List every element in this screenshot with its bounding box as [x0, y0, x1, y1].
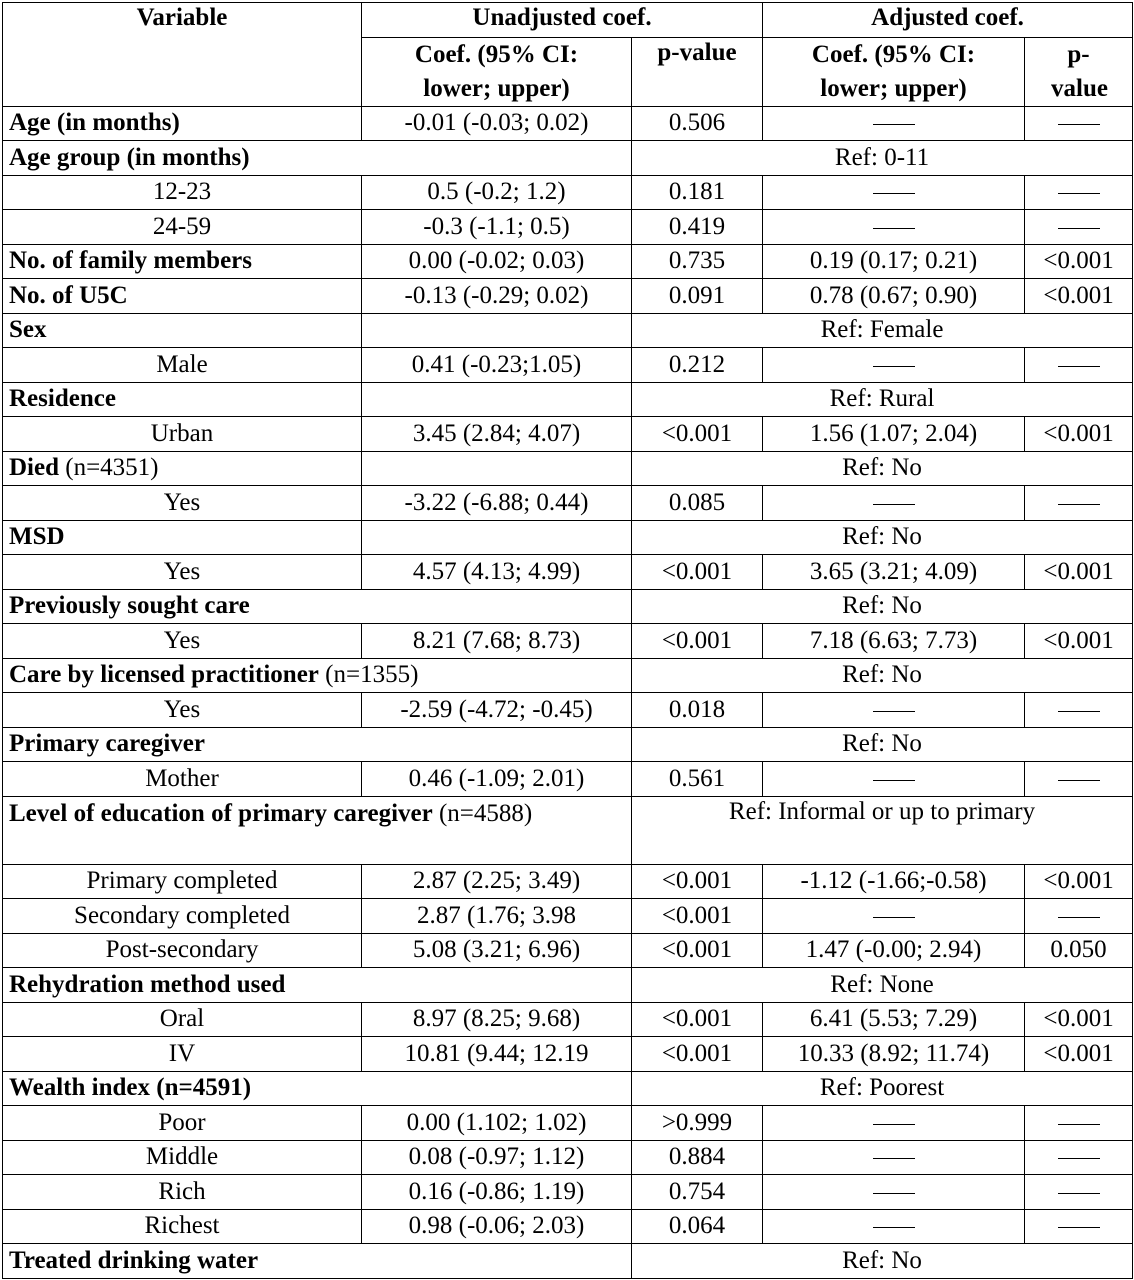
header-coef-ci-unadjusted: Coef. (95% CI: lower; upper) [362, 37, 632, 106]
category-label: Post-secondary [3, 933, 362, 968]
reference-category: Ref: Poorest [632, 1071, 1133, 1106]
category-label: Male [3, 348, 362, 383]
adjusted-coef: 1.56 (1.07; 2.04) [763, 417, 1025, 452]
adjusted-p-value: <0.001 [1025, 417, 1133, 452]
adjusted-p-value [1025, 175, 1133, 210]
adjusted-p-value: <0.001 [1025, 279, 1133, 314]
reference-category: Ref: No [632, 727, 1133, 762]
table-row [3, 244, 1133, 279]
adjusted-coef [763, 1175, 1025, 1210]
table-row [3, 1002, 1133, 1037]
unadjusted-p-value: 0.884 [632, 1140, 763, 1175]
adjusted-coef: 0.19 (0.17; 0.21) [763, 244, 1025, 279]
adjusted-coef [763, 693, 1025, 728]
not-applicable-dash [1058, 228, 1100, 229]
unadjusted-p-value: 0.419 [632, 210, 763, 245]
table-row [3, 1175, 1133, 1210]
category-label: 24-59 [3, 210, 362, 245]
table-row [3, 933, 1133, 968]
adjusted-p-value: 0.050 [1025, 933, 1133, 968]
adjusted-p-value [1025, 1106, 1133, 1141]
unadjusted-p-value: <0.001 [632, 1002, 763, 1037]
variable-name: Rehydration method used [9, 970, 286, 998]
table-row [3, 693, 1133, 728]
not-applicable-dash [1058, 1227, 1100, 1228]
category-label: Richest [3, 1209, 362, 1244]
variable-name-cell [3, 727, 632, 762]
unadjusted-p-value: 0.212 [632, 348, 763, 383]
table-row [3, 106, 1133, 141]
not-applicable-dash [873, 228, 915, 229]
reference-category: Ref: None [632, 968, 1133, 1003]
not-applicable-dash [1058, 780, 1100, 781]
variable-name: Care by licensed practitioner [9, 661, 319, 689]
header-row-1 [3, 3, 1133, 38]
adjusted-p-value: <0.001 [1025, 555, 1133, 590]
table-row [3, 486, 1133, 521]
category-label: Yes [3, 693, 362, 728]
table-row [3, 141, 1133, 176]
not-applicable-dash [873, 193, 915, 194]
adjusted-p-value: <0.001 [1025, 1037, 1133, 1072]
table-row [3, 1244, 1133, 1279]
variable-name: Died [9, 454, 59, 482]
reference-category: Ref: 0-11 [632, 141, 1133, 176]
adjusted-coef: -1.12 (-1.66;-0.58) [763, 864, 1025, 899]
table-row [3, 1209, 1133, 1244]
variable-name-cell [3, 1071, 632, 1106]
variable-name-cell [3, 589, 632, 624]
category-label: Yes [3, 555, 362, 590]
table-body [3, 106, 1133, 1278]
table-row [3, 589, 1133, 624]
table-row [3, 864, 1133, 899]
variable-name-cell [3, 968, 632, 1003]
reference-category: Ref: Rural [632, 382, 1133, 417]
table-row [3, 1071, 1133, 1106]
adjusted-coef [763, 762, 1025, 797]
category-label: Primary completed [3, 864, 362, 899]
unadjusted-p-value: <0.001 [632, 899, 763, 934]
header-p-adjusted: p-value [1025, 37, 1133, 106]
not-applicable-dash [1058, 124, 1100, 125]
unadjusted-coef: 0.41 (-0.23;1.05) [362, 348, 632, 383]
adjusted-p-value [1025, 348, 1133, 383]
not-applicable-dash [873, 1227, 915, 1228]
unadjusted-coef: 8.21 (7.68; 8.73) [362, 624, 632, 659]
not-applicable-dash [873, 1124, 915, 1125]
reference-category: Ref: Female [632, 313, 1133, 348]
table-row [3, 348, 1133, 383]
not-applicable-dash [1058, 193, 1100, 194]
variable-name: Wealth index (n=4591) [9, 1074, 252, 1102]
adjusted-p-value [1025, 1140, 1133, 1175]
empty-cell [362, 313, 632, 348]
adjusted-coef: 7.18 (6.63; 7.73) [763, 624, 1025, 659]
variable-name: No. of family members [9, 247, 252, 275]
adjusted-p-value [1025, 486, 1133, 521]
unadjusted-p-value: 0.735 [632, 244, 763, 279]
category-label: Yes [3, 624, 362, 659]
adjusted-p-value [1025, 210, 1133, 245]
category-label: Yes [3, 486, 362, 521]
not-applicable-dash [873, 504, 915, 505]
unadjusted-coef: 5.08 (3.21; 6.96) [362, 933, 632, 968]
header-unadjusted: Unadjusted coef. [362, 3, 763, 38]
category-label: Rich [3, 1175, 362, 1210]
table-row [3, 1106, 1133, 1141]
adjusted-coef: 10.33 (8.92; 11.74) [763, 1037, 1025, 1072]
variable-name-cell [3, 658, 632, 693]
adjusted-p-value [1025, 762, 1133, 797]
unadjusted-coef: -2.59 (-4.72; -0.45) [362, 693, 632, 728]
unadjusted-p-value: 0.091 [632, 279, 763, 314]
category-label: 12-23 [3, 175, 362, 210]
unadjusted-coef: 0.98 (-0.06; 2.03) [362, 1209, 632, 1244]
adjusted-coef [763, 1140, 1025, 1175]
unadjusted-p-value: <0.001 [632, 624, 763, 659]
not-applicable-dash [1058, 1158, 1100, 1159]
variable-name-cell [3, 141, 632, 176]
unadjusted-coef: 0.16 (-0.86; 1.19) [362, 1175, 632, 1210]
reference-category: Ref: No [632, 451, 1133, 486]
unadjusted-p-value: <0.001 [632, 1037, 763, 1072]
unadjusted-coef: -0.3 (-1.1; 0.5) [362, 210, 632, 245]
variable-name-cell [3, 106, 362, 141]
adjusted-p-value [1025, 693, 1133, 728]
variable-name: Level of education of primary caregiver [9, 799, 433, 827]
adjusted-p-value: <0.001 [1025, 244, 1133, 279]
variable-name-cell [3, 520, 362, 555]
unadjusted-coef: 10.81 (9.44; 12.19 [362, 1037, 632, 1072]
category-label: Poor [3, 1106, 362, 1141]
variable-name: Treated drinking water [9, 1246, 259, 1274]
unadjusted-p-value: 0.018 [632, 693, 763, 728]
reference-category: Ref: No [632, 520, 1133, 555]
adjusted-coef: 0.78 (0.67; 0.90) [763, 279, 1025, 314]
table-row [3, 417, 1133, 452]
category-label: Urban [3, 417, 362, 452]
adjusted-coef: 1.47 (-0.00; 2.94) [763, 933, 1025, 968]
not-applicable-dash [873, 780, 915, 781]
table-row [3, 1037, 1133, 1072]
reference-category: Ref: No [632, 589, 1133, 624]
unadjusted-coef: 0.00 (-0.02; 0.03) [362, 244, 632, 279]
table-row [3, 520, 1133, 555]
adjusted-p-value [1025, 899, 1133, 934]
unadjusted-coef: 8.97 (8.25; 9.68) [362, 1002, 632, 1037]
unadjusted-coef: 3.45 (2.84; 4.07) [362, 417, 632, 452]
regression-table [2, 2, 1133, 1279]
adjusted-coef: 6.41 (5.53; 7.29) [763, 1002, 1025, 1037]
unadjusted-p-value: 0.561 [632, 762, 763, 797]
table-row [3, 762, 1133, 797]
not-applicable-dash [1058, 1124, 1100, 1125]
unadjusted-coef: 0.08 (-0.97; 1.12) [362, 1140, 632, 1175]
unadjusted-p-value: 0.085 [632, 486, 763, 521]
reference-category: Ref: No [632, 1244, 1133, 1279]
variable-name: No. of U5C [9, 281, 128, 309]
variable-name-cell [3, 451, 362, 486]
table-row [3, 451, 1133, 486]
header-variable: Variable [3, 3, 362, 107]
unadjusted-coef: 2.87 (1.76; 3.98 [362, 899, 632, 934]
variable-note: (n=1355) [318, 661, 419, 689]
table-row [3, 624, 1133, 659]
adjusted-p-value: <0.001 [1025, 624, 1133, 659]
not-applicable-dash [1058, 711, 1100, 712]
adjusted-coef [763, 210, 1025, 245]
not-applicable-dash [873, 124, 915, 125]
header-coef-ci-adjusted: Coef. (95% CI: lower; upper) [763, 37, 1025, 106]
adjusted-coef [763, 106, 1025, 141]
unadjusted-coef: 0.5 (-0.2; 1.2) [362, 175, 632, 210]
not-applicable-dash [873, 711, 915, 712]
table-row [3, 279, 1133, 314]
not-applicable-dash [873, 366, 915, 367]
not-applicable-dash [873, 1193, 915, 1194]
variable-name-cell [3, 796, 632, 864]
adjusted-coef [763, 1209, 1025, 1244]
table-row [3, 727, 1133, 762]
unadjusted-p-value: <0.001 [632, 864, 763, 899]
table-row [3, 899, 1133, 934]
adjusted-coef [763, 348, 1025, 383]
not-applicable-dash [873, 1158, 915, 1159]
table-row [3, 210, 1133, 245]
unadjusted-p-value: >0.999 [632, 1106, 763, 1141]
unadjusted-coef: -0.13 (-0.29; 0.02) [362, 279, 632, 314]
unadjusted-coef: -3.22 (-6.88; 0.44) [362, 486, 632, 521]
table-row [3, 1140, 1133, 1175]
unadjusted-coef: 0.46 (-1.09; 2.01) [362, 762, 632, 797]
category-label: Mother [3, 762, 362, 797]
variable-name-cell [3, 382, 362, 417]
variable-name-cell [3, 313, 362, 348]
variable-name: Previously sought care [9, 592, 250, 620]
table-row [3, 658, 1133, 693]
adjusted-p-value [1025, 1209, 1133, 1244]
reference-category: Ref: No [632, 658, 1133, 693]
category-label: Middle [3, 1140, 362, 1175]
category-label: IV [3, 1037, 362, 1072]
unadjusted-p-value: 0.064 [632, 1209, 763, 1244]
unadjusted-p-value: <0.001 [632, 555, 763, 590]
variable-name-cell [3, 279, 362, 314]
empty-cell [362, 451, 632, 486]
unadjusted-coef: 4.57 (4.13; 4.99) [362, 555, 632, 590]
variable-note: (n=4351) [59, 454, 159, 482]
adjusted-coef [763, 899, 1025, 934]
reference-category: Ref: Informal or up to primary [632, 796, 1133, 864]
category-label: Secondary completed [3, 899, 362, 934]
adjusted-coef [763, 486, 1025, 521]
variable-name: Age group (in months) [9, 143, 250, 171]
table-row [3, 175, 1133, 210]
header-adjusted: Adjusted coef. [763, 3, 1133, 38]
adjusted-p-value: <0.001 [1025, 864, 1133, 899]
unadjusted-p-value: 0.181 [632, 175, 763, 210]
not-applicable-dash [1058, 1193, 1100, 1194]
adjusted-p-value [1025, 1175, 1133, 1210]
variable-note: (n=4588) [432, 799, 533, 827]
variable-name-cell [3, 244, 362, 279]
unadjusted-coef: 2.87 (2.25; 3.49) [362, 864, 632, 899]
unadjusted-coef: 0.00 (1.102; 1.02) [362, 1106, 632, 1141]
unadjusted-p-value: 0.506 [632, 106, 763, 141]
adjusted-coef [763, 175, 1025, 210]
variable-name: Sex [9, 316, 47, 344]
variable-name-cell [3, 1244, 632, 1279]
table-row [3, 555, 1133, 590]
variable-name: MSD [9, 523, 65, 551]
table-row [3, 382, 1133, 417]
adjusted-p-value: <0.001 [1025, 1002, 1133, 1037]
table-row [3, 313, 1133, 348]
not-applicable-dash [1058, 917, 1100, 918]
empty-cell [362, 520, 632, 555]
variable-name: Primary caregiver [9, 730, 205, 758]
table-row [3, 796, 1133, 864]
variable-name: Age (in months) [9, 109, 180, 137]
unadjusted-p-value: <0.001 [632, 933, 763, 968]
unadjusted-coef: -0.01 (-0.03; 0.02) [362, 106, 632, 141]
empty-cell [362, 382, 632, 417]
unadjusted-p-value: 0.754 [632, 1175, 763, 1210]
unadjusted-p-value: <0.001 [632, 417, 763, 452]
not-applicable-dash [1058, 366, 1100, 367]
adjusted-p-value [1025, 106, 1133, 141]
category-label: Oral [3, 1002, 362, 1037]
variable-name: Residence [9, 385, 116, 413]
header-p-unadjusted: p-value [632, 37, 763, 106]
adjusted-coef: 3.65 (3.21; 4.09) [763, 555, 1025, 590]
adjusted-coef [763, 1106, 1025, 1141]
not-applicable-dash [873, 917, 915, 918]
table-row [3, 968, 1133, 1003]
not-applicable-dash [1058, 504, 1100, 505]
